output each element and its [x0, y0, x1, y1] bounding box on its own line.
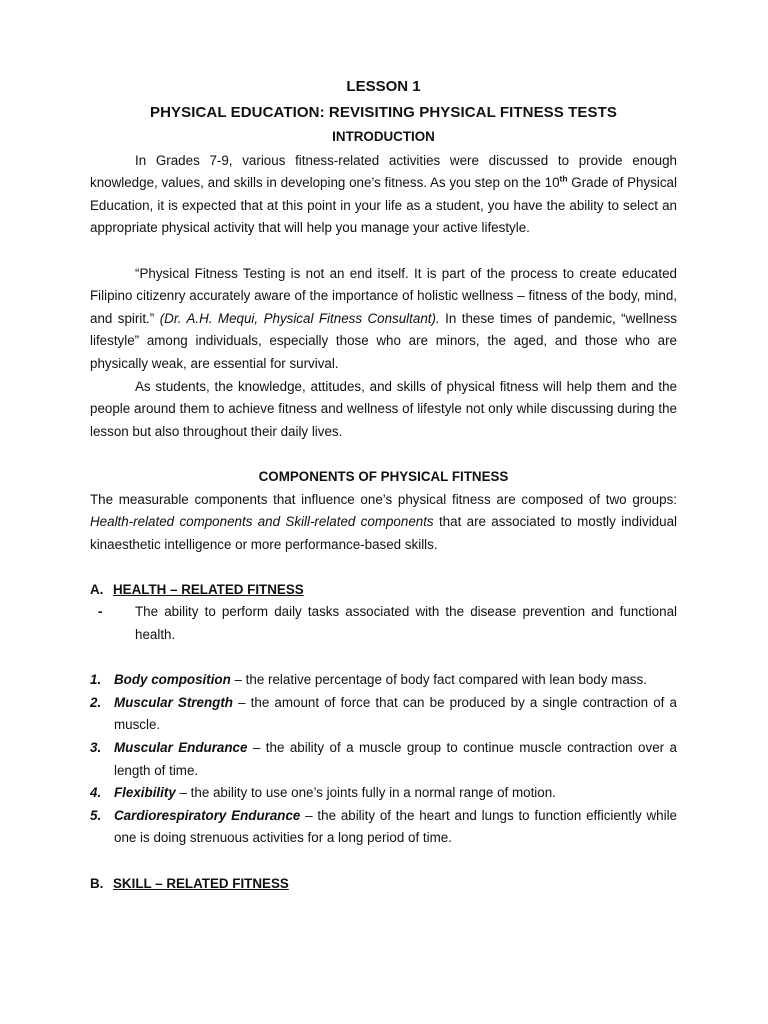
section-a-definition	[90, 601, 677, 646]
quote-citation: (Dr. A.H. Mequi, Physical Fitness Consultant).	[154, 310, 440, 326]
list-item: 4. Flexibility – the ability to use one’s joints fully in a normal range of motion.	[90, 785, 556, 801]
components-heading: COMPONENTS OF PHYSICAL FITNESS	[258, 468, 509, 484]
section-b-letter: B.	[90, 875, 104, 891]
lesson-number: LESSON 1	[346, 78, 421, 95]
section-a-title: HEALTH – RELATED FITNESS	[113, 581, 304, 597]
section-a-description: The ability to perform daily tasks associated with the disease prevention and functional health.	[135, 604, 677, 643]
spacer	[90, 850, 677, 873]
section-b-title: SKILL – RELATED FITNESS	[113, 875, 289, 891]
document-page	[90, 74, 677, 895]
components-paragraph: The measurable components that influence one’s physical fitness are composed of two groups: Health-related components and Skill-related components that are associated to mostly individual kinaesthetic intelligence or more performance-based skills.	[90, 491, 677, 552]
intro-paragraph-1: In Grades 7-9, various fitness-related activities were discussed to provide enough knowledge, values, and skills in developing one’s fitness. As you step on the 10th Grade of Physical Education, it is expected that at this point in your life as a student, you have the ability to select an appropriate physical activity that will help you manage your active lifestyle.	[90, 152, 677, 236]
intro-paragraph-3: As students, the knowledge, attitudes, and skills of physical fitness will help them and the people around them to achieve fitness and wellness of lifestyle not only while discussing during the lesson but also throughout their daily lives.	[90, 378, 677, 439]
section-a-heading	[90, 579, 677, 602]
list-item: 1. Body composition – the relative percentage of body fact compared with lean body mass.	[90, 672, 647, 688]
dash-bullet: -	[98, 604, 103, 620]
list-item: 3. Muscular Endurance – the ability of a muscle group to continue muscle contraction over a length of time.	[90, 740, 677, 778]
spacer	[90, 647, 677, 670]
section-b-heading	[90, 873, 677, 896]
item-term: Muscular Endurance	[114, 740, 248, 756]
list-item: 5. Cardiorespiratory Endurance – the ability of the heart and lungs to function efficiently while one is doing strenuous activities for a long period of time.	[90, 807, 677, 846]
spacer	[90, 240, 677, 263]
spacer	[90, 556, 677, 579]
intro-paragraph-2: “Physical Fitness Testing is not an end itself. It is part of the process to create educated Filipino citizenry accurately aware of the importance of holistic wellness – fitness of the body, mind, and spirit.” (Dr. A.H. Mequi, Physical Fitness Consultant). In these times of pandemic, “wellness lifestyle” among individuals, especially those who are minors, the aged, and those who are physically weak, are essential for survival.	[90, 265, 677, 371]
item-term: Body composition	[114, 672, 231, 688]
section-a-letter: A.	[90, 581, 104, 597]
item-term: Cardiorespiratory Endurance	[114, 807, 301, 823]
lesson-title: PHYSICAL EDUCATION: REVISITING PHYSICAL FITNESS TESTS	[149, 104, 618, 121]
introduction-heading: INTRODUCTION	[332, 129, 435, 144]
spacer	[90, 443, 677, 466]
ordinal-superscript: th	[559, 173, 568, 184]
health-components-list	[90, 669, 677, 850]
item-term: Muscular Strength	[114, 694, 233, 710]
item-term: Flexibility	[114, 785, 176, 801]
list-item: 2. Muscular Strength – the amount of force that can be produced by a single contraction of a muscle.	[90, 694, 677, 733]
